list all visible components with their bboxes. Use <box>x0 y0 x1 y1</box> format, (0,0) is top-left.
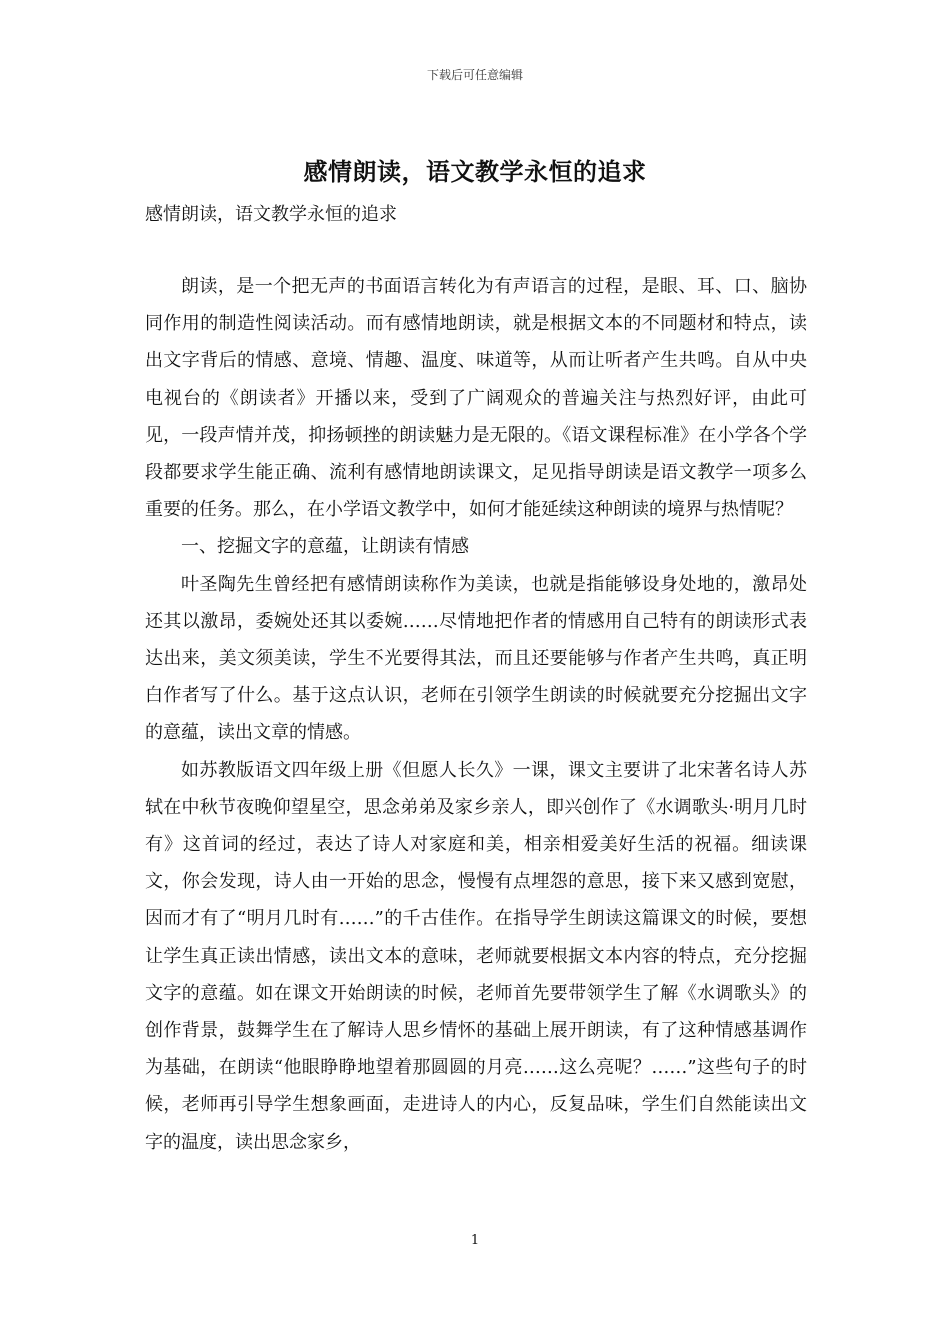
paragraph-example: 如苏教版语文四年级上册《但愿人长久》一课，课文主要讲了北宋著名诗人苏轼在中秋节夜晚仰望星空，思念弟弟及家乡亲人，即兴创作了《水调歌头·明月几时有》这首词的经过，表达了诗人对家庭和美，相亲相爱美好生活的祝福。细读课文，你会发现，诗人由一开始的思念，慢慢有点埋怨的意思，接下来又感到宽慰，因而才有了“明月几时有……”的千古佳作。在指导学生朗读这篇课文的时候，要想让学生真正读出情感，读出文本的意味，老师就要根据文本内容的特点，充分挖掘文字的意蕴。如在课文开始朗读的时候，老师首先要带领学生了解《水调歌头》的创作背景，鼓舞学生在了解诗人思乡情怀的基础上展开朗读，有了这种情感基调作为基础，在朗读“他眼睁睁地望着那圆圆的月亮……这么亮呢？……”这些句子的时候，老师再引导学生想象画面，走进诗人的内心，反复品味，学生们自然能读出文字的温度，读出思念家乡， <box>145 759 807 1153</box>
document-subtitle: 感情朗读，语文教学永恒的追求 <box>145 204 397 225</box>
paragraph-intro: 朗读，是一个把无声的书面语言转化为有声语言的过程，是眼、耳、口、脑协同作用的制造性阅读活动。而有感情地朗读，就是根据文本的不同题材和特点，读出文字背后的情感、意境、情趣、温度、味道等，从而让听者产生共鸣。自从中央电视台的《朗读者》开播以来，受到了广阔观众的普遍关注与热烈好评，由此可见，一段声情并茂，抑扬顿挫的朗读魅力是无限的。《语文课程标准》在小学各个学段都要求学生能正确、流利有感情地朗读课文，足见指导朗读是语文教学一项多么重要的任务。那么，在小学语文教学中，如何才能延续这种朗读的境界与热情呢？ <box>145 276 807 521</box>
page-number: 1 <box>470 1233 480 1248</box>
document-body <box>145 268 807 1161</box>
section-heading-1: 一、挖掘文字的意蕴，让朗读有情感 <box>181 536 469 558</box>
document-title: 感情朗读，语文教学永恒的追求 <box>303 157 647 186</box>
paragraph-ye-shengtao: 叶圣陶先生曾经把有感情朗读称作为美读，也就是指能够设身处地的，激昂处还其以激昂，委婉处还其以委婉……尽情地把作者的情感用自己特有的朗读形式表达出来，美文须美读，学生不光要得其法，而且还要能够与作者产生共鸣，真正明白作者写了什么。基于这点认识，老师在引领学生朗读的时候就要充分挖掘出文字的意蕴，读出文章的情感。 <box>145 573 807 744</box>
page-header: 下载后可任意编辑 <box>426 68 523 82</box>
